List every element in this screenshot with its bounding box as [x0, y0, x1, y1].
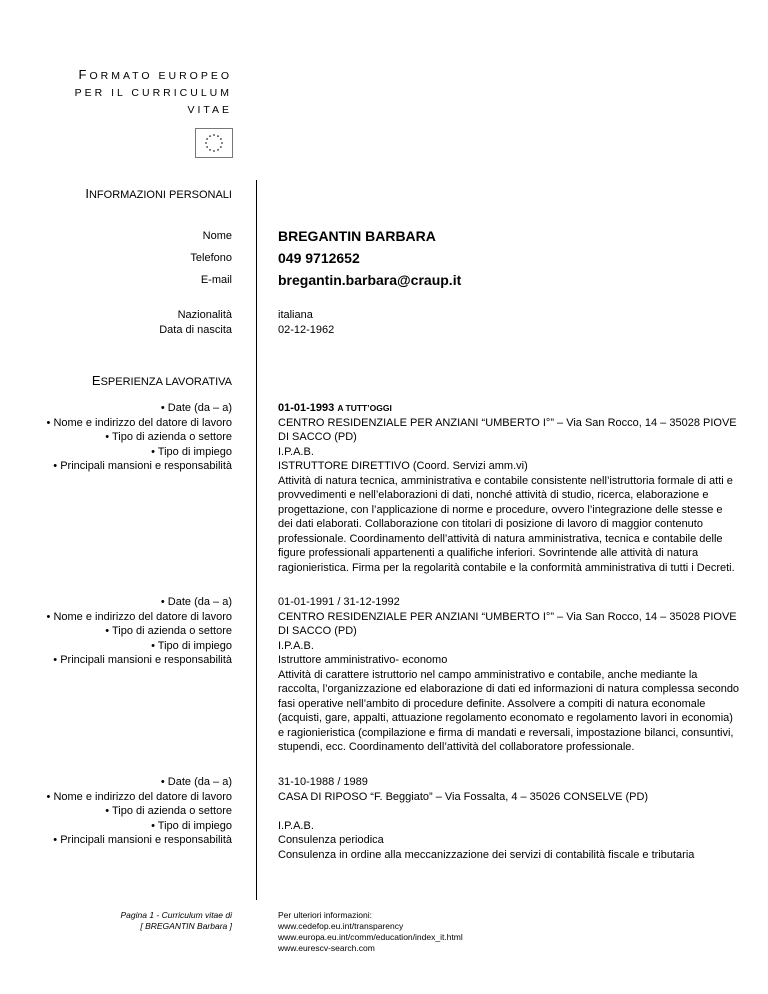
sector-label: • Tipo di azienda o settore: [105, 431, 232, 443]
footer-link[interactable]: www.eurescv-search.com: [278, 943, 375, 953]
footer-name: [ BREGANTIN Barbara ]: [140, 921, 232, 931]
employer-label: • Nome e indirizzo del datore di lavoro: [46, 610, 232, 623]
email-value: bregantin.barbara@craup.it: [278, 272, 462, 288]
birth-value: 02-12-1962: [278, 324, 335, 336]
column-divider: [256, 180, 257, 900]
cv-title: [60, 66, 232, 119]
job-labels: [40, 401, 232, 474]
email-label: E-mail: [200, 274, 232, 286]
job-date: 01-01-1991 / 31-12-1992: [278, 596, 400, 608]
footer-link[interactable]: www.europa.eu.int/comm/education/index_it.html: [278, 932, 463, 942]
name-label: Nome: [202, 230, 232, 242]
phone-label: Telefono: [190, 252, 232, 264]
section-work-cap: E: [91, 373, 101, 388]
footer-page: Pagina 1 - Curriculum vitae di: [120, 910, 232, 920]
title-line3: VITAE: [187, 104, 232, 116]
section-personal-cap: I: [85, 186, 89, 201]
eu-flag-icon: [195, 128, 233, 158]
job-entry: [278, 595, 740, 755]
duties-label: • Principali mansioni e responsabilità: [53, 460, 232, 472]
job-label: • Tipo di impiego: [151, 819, 232, 832]
job-sector: I.P.A.B.: [278, 445, 314, 458]
job-entry: [278, 401, 740, 575]
footer-page-info: [60, 910, 232, 932]
employer-label: • Nome e indirizzo del datore di lavoro: [46, 416, 232, 429]
date-label: • Date (da – a): [160, 596, 232, 608]
footer-links: [278, 910, 463, 954]
employer-label: • Nome e indirizzo del datore di lavoro: [46, 790, 232, 803]
job-date-suffix: A TUTT’OGGI: [337, 403, 392, 413]
duties-label: • Principali mansioni e responsabilità: [53, 654, 232, 666]
job-type: ISTRUTTORE DIRETTIVO (Coord. Servizi amm.vi): [278, 460, 528, 472]
job-sector: I.P.A.B.: [278, 819, 314, 832]
job-duties: Attività di carattere istruttorio nel campo amministrativo e contabile, anche mediante la raccolta, l’organizzazione ed elaborazione di dati ed informazioni di natura complessa secondo fasi operative nell’ambito di procedure definite. Assolvere a compiti di natura economale (acquisti, gare, appalti, attuazione regolamento economato e regolamento lavori in economia) e ragionieristica (compilazione e firma di mandati e reversali, impostazione bilanci, consuntivi, stupendi, ecc. Coordinamento dell’attività del collaboratore professionale.: [278, 668, 740, 753]
job-duties: Consulenza in ordine alla meccanizzazione dei servizi di contabilità fiscale e tributaria: [278, 848, 695, 861]
nationality-value: italiana: [278, 309, 313, 321]
title-line2: PER IL CURRICULUM: [74, 87, 232, 99]
job-date: 01-01-1993: [278, 402, 335, 414]
job-entry: [278, 775, 740, 862]
title-line1: ORMATO EUROPEO: [89, 70, 232, 82]
nationality-label: Nazionalità: [177, 309, 232, 321]
job-type: Consulenza periodica: [278, 834, 384, 846]
section-work-rest: SPERIENZA LAVORATIVA: [100, 376, 232, 388]
title-cap: F: [78, 67, 90, 82]
footer-info: Per ulteriori informazioni:: [278, 910, 373, 920]
footer-link[interactable]: www.cedefop.eu.int/transparency: [278, 921, 404, 931]
job-labels: [40, 775, 232, 848]
sector-label: • Tipo di azienda o settore: [105, 805, 232, 817]
section-personal-rest: NFORMAZIONI PERSONALI: [88, 189, 232, 201]
job-label: • Tipo di impiego: [151, 639, 232, 652]
job-employer: CENTRO RESIDENZIALE PER ANZIANI “UMBERTO I°” – Via San Rocco, 14 – 35028 PIOVE DI SACCO (PD): [278, 416, 737, 443]
job-date: 31-10-1988 / 1989: [278, 776, 368, 788]
duties-label: • Principali mansioni e responsabilità: [53, 834, 232, 846]
section-personal-info: [85, 186, 232, 201]
birth-label: Data di nascita: [159, 324, 232, 336]
job-type: Istruttore amministrativo- economo: [278, 654, 448, 666]
date-label: • Date (da – a): [160, 776, 232, 788]
job-duties: Attività di natura tecnica, amministrativa e contabile consistente nell’istruttoria formale di atti e provvedimenti e nell’elaborazioni di dati, nonché attività di studio, ricerca, elaborazione e progettazione, con l’applicazione di norme e procedure, ovvero l’integrazione delle stesse e dei dati elaborati. Collaborazione con titolari di posizione di lavoro di maggior contenuto professionale. Coordinamento dell’attività di natura amministrativa, tecnica e contabile delle figure professionali appartenenti a qualifiche inferiori. Sovrintende alle attività di natura ragionieristica. Firma per la regolarità contabile e la conformità amministrativa di tutti i Decreti.: [278, 474, 735, 574]
job-sector: I.P.A.B.: [278, 639, 314, 652]
section-work-experience: [92, 373, 232, 388]
name-value: BREGANTIN BARBARA: [278, 228, 436, 244]
phone-value: 049 9712652: [278, 250, 360, 266]
date-label: • Date (da – a): [160, 402, 232, 414]
job-label: • Tipo di impiego: [151, 445, 232, 458]
job-employer: CENTRO RESIDENZIALE PER ANZIANI “UMBERTO I°” – Via San Rocco, 14 – 35028 PIOVE DI SACCO (PD): [278, 610, 737, 637]
job-labels: [40, 595, 232, 668]
job-employer: CASA DI RIPOSO “F. Beggiato” – Via Fossalta, 4 – 35026 CONSELVE (PD): [278, 790, 649, 803]
sector-label: • Tipo di azienda o settore: [105, 625, 232, 637]
